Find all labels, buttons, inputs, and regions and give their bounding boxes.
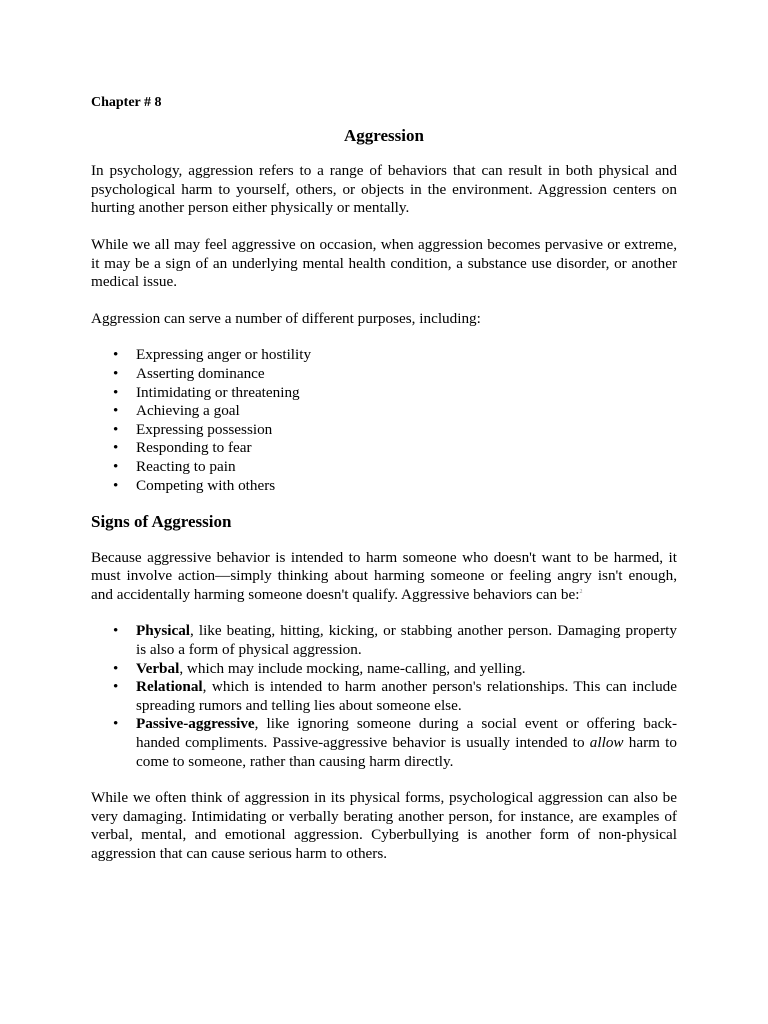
list-item: • Intimidating or threatening — [136, 384, 677, 403]
behavior-term: Verbal — [136, 659, 180, 677]
behavior-term: Passive-aggressive — [136, 715, 255, 733]
list-item-passive-aggressive — [136, 715, 677, 771]
list-item: • Expressing possession — [136, 421, 677, 440]
list-item-relational — [136, 678, 677, 715]
intro-paragraph-2: While we all may feel aggressive on occasion, when aggression becomes pervasive or extreme, it may be a sign of an underlying mental health condition, a substance use disorder, or another medical issue. — [91, 235, 677, 291]
list-item-physical — [136, 622, 677, 659]
document-page — [91, 94, 677, 882]
list-item-verbal — [136, 660, 677, 679]
behavior-text: , which may include mocking, name-calling, and yelling. — [179, 659, 526, 677]
closing-paragraph: While we often think of aggression in its physical forms, psychological aggression can also be very damaging. Intimidating or verbally berating another person, for instance, are examples of verbal, mental, and emotional aggression. Cyberbullying is another form of non-physical aggression that can cause serious harm to others. — [91, 789, 677, 862]
behavior-emphasis: allow — [589, 734, 624, 752]
signs-paragraph — [91, 549, 677, 605]
intro-paragraph-3: Aggression can serve a number of different purposes, including: — [91, 309, 481, 327]
list-item: • Responding to fear — [136, 439, 677, 458]
list-item: • Reacting to pain — [136, 458, 677, 477]
behavior-text: , like beating, hitting, kicking, or stabbing another person. Damaging property is also a form of physical aggression. — [136, 622, 677, 659]
signs-paragraph-text: Because aggressive behavior is intended to harm someone who doesn't want to be harmed, it must involve action—simply thinking about harming someone or feeling angry isn't enough, and accidentally harming someone doesn't qualify. Aggressive behaviors can be: — [91, 548, 677, 603]
behavior-text: , like ignoring someone during a social event or offering back-handed compliments. Passive-aggressive behavior is usually intended to — [136, 715, 677, 752]
page-title: Aggression — [344, 125, 424, 145]
behavior-text: , which is intended to harm another person's relationships. This can include spreading rumors and telling lies about someone else. — [136, 678, 677, 714]
list-item: • Achieving a goal — [136, 402, 677, 421]
footnote-marker[interactable]: 2 — [579, 588, 583, 595]
chapter-label: Chapter # 8 — [91, 95, 162, 110]
intro-paragraph-1: In psychology, aggression refers to a range of behaviors that can result in both physical and psychological harm to yourself, others, or objects in the environment. Aggression centers on hurting another person either physically or mentally. — [91, 162, 677, 217]
behaviors-list — [91, 622, 677, 771]
behavior-term: Relational — [136, 678, 203, 696]
list-item: • Competing with others — [136, 477, 677, 496]
signs-heading: Signs of Aggression — [91, 512, 232, 532]
behavior-term: Physical — [136, 622, 191, 640]
purposes-list — [91, 346, 677, 495]
behavior-text-after: harm to come to someone, rather than causing harm directly. — [136, 734, 677, 770]
list-item: • Expressing anger or hostility — [136, 346, 677, 365]
list-item: • Asserting dominance — [136, 365, 677, 384]
